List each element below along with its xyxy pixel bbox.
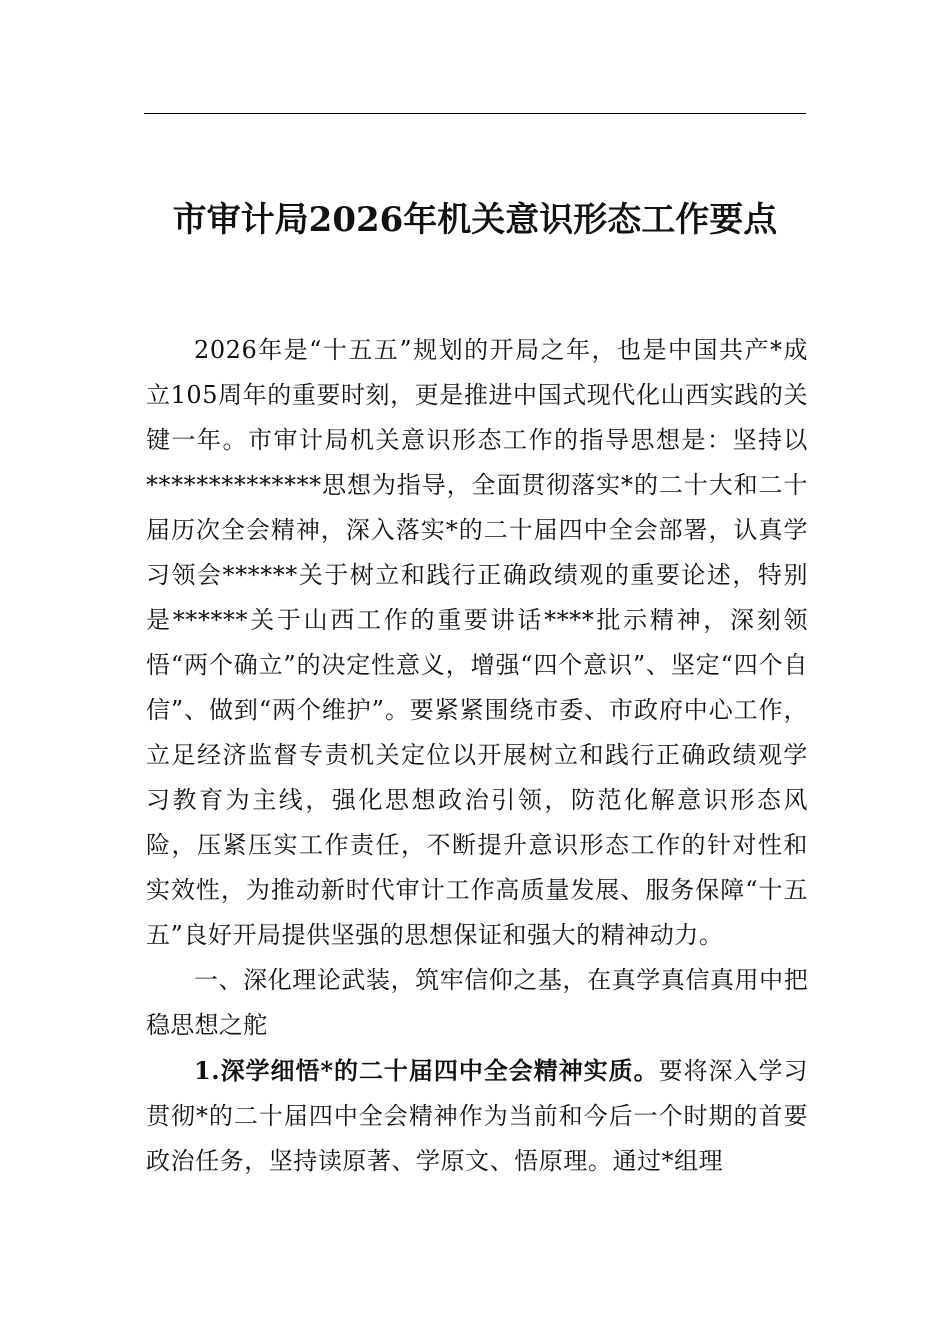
- document-body: [146, 328, 808, 1184]
- item-1-lead: 1.深学细悟*的二十届四中全会精神实质。: [194, 1056, 659, 1085]
- item-1-text: 要将深入学习贯彻*的二十届四中全会精神作为当前和今后一个时期的首要政治任务，坚持读原著、学原文、悟原理。通过*组理: [146, 1057, 808, 1175]
- header-rule: [144, 113, 806, 114]
- section-1-item-1: [146, 1048, 808, 1184]
- section-1-heading: 一、深化理论武装，筑牢信仰之基，在真学真信真用中把稳思想之舵: [146, 966, 808, 1039]
- intro-paragraph: 2026年是“十五五”规划的开局之年，也是中国共产*成立105周年的重要时刻，更是推进中国式现代化山西实践的关键一年。市审计局机关意识形态工作的指导思想是：坚持以**************思想为指导，全面贯彻落实*的二十大和二十届历次全会精神，深入落实*的二十届四中全会部署，认真学习领会******关于树立和践行正确政绩观的重要论述，特别是******关于山西工作的重要讲话****批示精神，深刻领悟“两个确立”的决定性意义，增强“四个意识”、坚定“四个自信”、做到“两个维护”。要紧紧围绕市委、市政府中心工作，立足经济监督专责机关定位以开展树立和践行正确政绩观学习教育为主线，强化思想政治引领，防范化解意识形态风险，压紧压实工作责任，不断提升意识形态工作的针对性和实效性，为推动新时代审计工作高质量发展、服务保障“十五五”良好开局提供坚强的思想保证和强大的精神动力。: [146, 336, 808, 949]
- document-title: 市审计局2026年机关意识形态工作要点: [172, 200, 778, 240]
